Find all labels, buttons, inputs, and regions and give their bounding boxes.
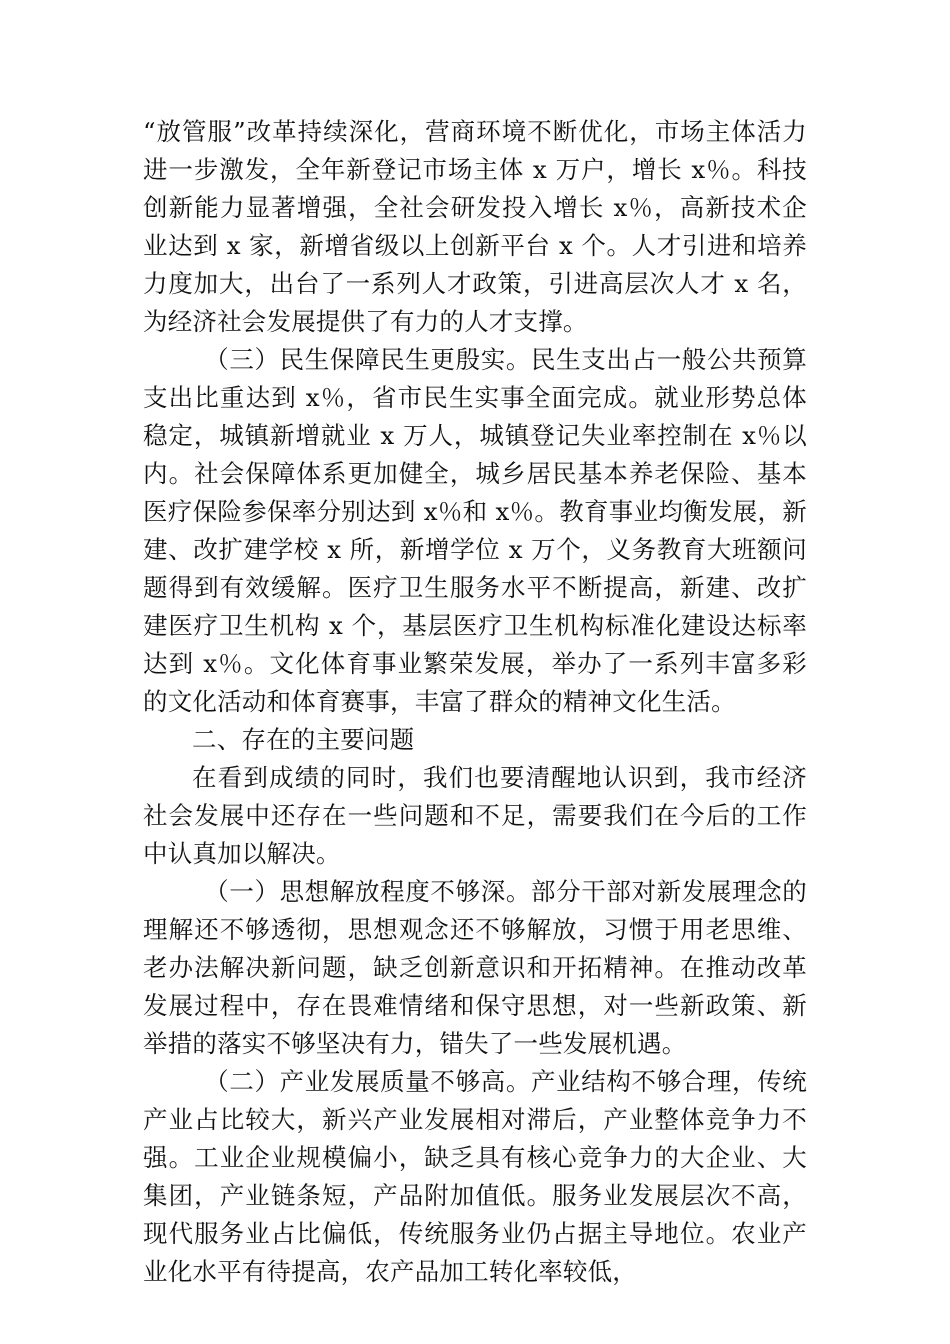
paragraph-continuation: “放管服”改革持续深化，营商环境不断优化，市场主体活力进一步激发，全年新登记市场主体 x 万户，增长 x％。科技创新能力显著增强，全社会研发投入增长 x％，高新技术企业达到 x 家，新增省级以上创新平台 x 个。人才引进和培养力度加大，出台了一系列人才政策，引进高层次人才 x 名，为经济社会发展提供了有力的人才支撑。: [143, 117, 807, 336]
document-body: [143, 113, 807, 1291]
section-heading-main-problems: 二、存在的主要问题: [192, 725, 415, 754]
paragraph-problems-intro: 在看到成绩的同时，我们也要清醒地认识到，我市经济社会发展中还存在一些问题和不足，需要我们在今后的工作中认真加以解决。: [143, 763, 807, 868]
paragraph-thought-liberation: （一）思想解放程度不够深。部分干部对新发展理念的理解还不够透彻，思想观念还不够解放，习惯于用老思维、老办法解决新问题，缺乏创新意识和开拓精神。在推动改革发展过程中，存在畏难情绪和保守思想，对一些新政策、新举措的落实不够坚决有力，错失了一些发展机遇。: [143, 877, 807, 1058]
paragraph-industry-quality: （二）产业发展质量不够高。产业结构不够合理，传统产业占比较大，新兴产业发展相对滞后，产业整体竞争力不强。工业企业规模偏小，缺乏具有核心竞争力的大企业、大集团，产业链条短，产品附加值低。服务业发展层次不高，现代服务业占比偏低，传统服务业仍占据主导地位。农业产业化水平有待提高，农产品加工转化率较低，: [143, 1067, 807, 1286]
paragraph-livelihood-section: （三）民生保障民生更殷实。民生支出占一般公共预算支出比重达到 x％，省市民生实事全面完成。就业形势总体稳定，城镇新增就业 x 万人，城镇登记失业率控制在 x％以内。社会保障体系更加健全，城乡居民基本养老保险、基本医疗保险参保率分别达到 x％和 x％。教育事业均衡发展，新建、改扩建学校 x 所，新增学位 x 万个，义务教育大班额问题得到有效缓解。医疗卫生服务水平不断提高，新建、改扩建医疗卫生机构 x 个，基层医疗卫生机构标准化建设达标率达到 x％。文化体育事业繁荣发展，举办了一系列丰富多彩的文化活动和体育赛事，丰富了群众的精神文化生活。: [143, 345, 807, 716]
